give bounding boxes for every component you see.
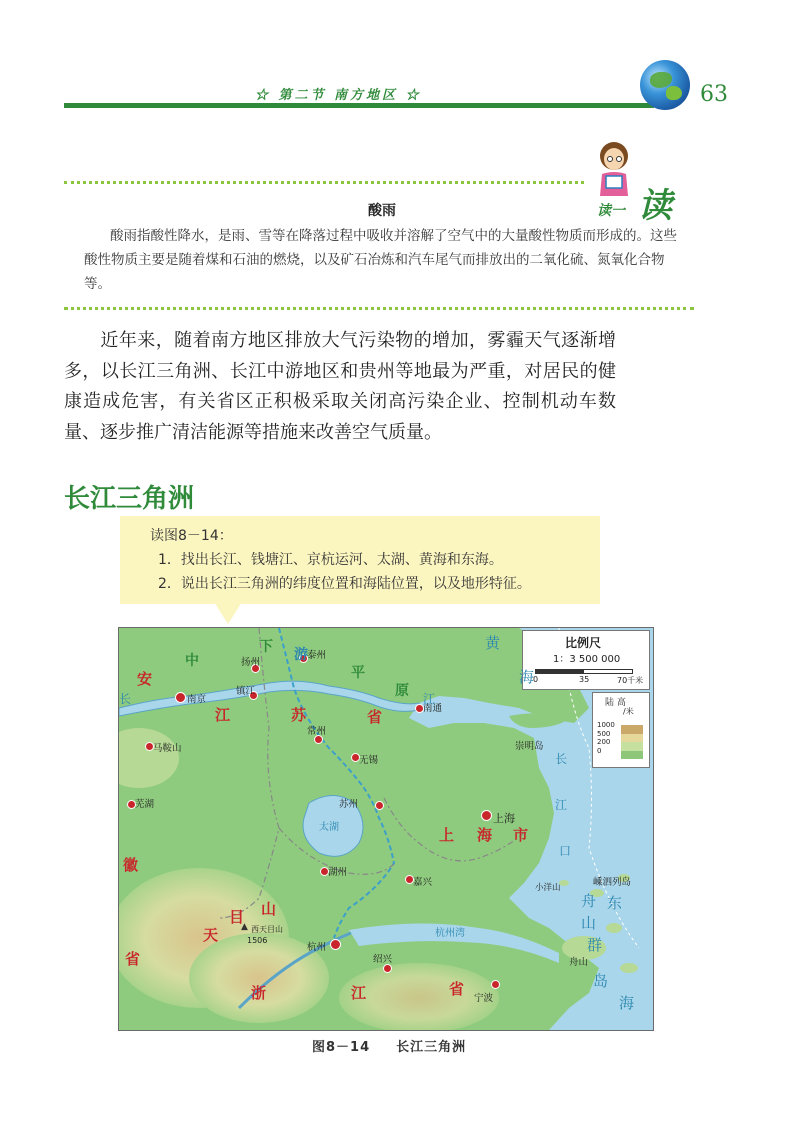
city-dot-shanghai — [481, 810, 492, 821]
label-chang-kou: 长 — [555, 752, 568, 766]
elevation-legend — [592, 692, 650, 768]
label-taizhou: 泰州 — [307, 650, 327, 661]
label-chang-river: 长 — [119, 692, 132, 706]
label-tian: 天 — [203, 926, 219, 944]
legend-value: 0 — [597, 746, 602, 755]
label-tianmu-peak: 西天目山 — [251, 925, 283, 934]
legend-swatches — [621, 725, 643, 759]
label-hai: 海 — [477, 826, 493, 844]
peak-icon: ▲ — [241, 922, 248, 932]
study-note-text — [150, 524, 531, 596]
globe-icon — [640, 60, 690, 110]
reading-badge-small: 读一 — [597, 203, 625, 219]
reading-box-text — [84, 224, 684, 296]
label-ningbo: 宁波 — [474, 993, 494, 1004]
label-sheng-left: 省 — [125, 950, 141, 968]
reading-box-top-border — [64, 181, 584, 184]
label-su: 苏 — [291, 706, 307, 724]
label-jiang-river: 江 — [423, 692, 436, 706]
label-huzhou: 湖州 — [328, 867, 348, 878]
label-shi: 市 — [513, 826, 529, 844]
label-an: 安 — [137, 670, 153, 688]
label-yangzhou: 扬州 — [241, 657, 261, 668]
scale-bar — [535, 669, 633, 674]
label-taihu: 太湖 — [319, 822, 339, 833]
scale-box — [522, 630, 650, 690]
label-wuhu: 芜湖 — [135, 799, 155, 810]
label-changzhou: 常州 — [307, 726, 327, 737]
running-header: ☆ 第二节 南方地区 ☆ — [255, 88, 422, 103]
page-number: 63 — [700, 82, 728, 107]
caption-fig: 图8－14 — [312, 1040, 371, 1055]
body-paragraph-text: 近年来，随着南方地区排放大气污染物的增加，雾霾天气逐渐增多，以长江三角洲、长江中游地区和贵州等地最为严重，对居民的健康造成危害，有关省区正积极采取关闭高污染企业、控制机动车数量、逐步推广清洁能源等措施来改善空气质量。 — [64, 330, 616, 443]
label-xiaoyangshan: 小洋山 — [535, 883, 561, 893]
figure-caption — [312, 1036, 466, 1055]
label-shang: 上 — [439, 826, 455, 844]
label-zhoushan: 舟山 — [569, 957, 589, 968]
header-rule — [64, 103, 654, 108]
city-dot-suzhou — [375, 801, 384, 810]
section-title: 长江三角洲 — [64, 484, 195, 514]
label-hangzhou-bay: 杭州湾 — [435, 928, 465, 939]
label-mu: 目 — [229, 908, 245, 926]
label-jiang-zj: 江 — [351, 984, 367, 1002]
label-jiang: 江 — [215, 706, 231, 724]
reading-box-title: 酸雨 — [368, 203, 396, 219]
label-zhou: 舟 — [581, 892, 597, 910]
caption-title: 长江三角洲 — [396, 1040, 467, 1055]
scale-ratio: 1：3 500 000 — [553, 654, 621, 665]
label-you: 游 — [294, 647, 308, 663]
city-dot-hangzhou — [330, 939, 341, 950]
label-shan-zs: 山 — [581, 914, 597, 932]
scale-tick-35: 35 — [579, 675, 590, 684]
label-shengsi: 嵊泗列岛 — [593, 877, 632, 888]
label-zhenjiang: 镇江 — [236, 686, 256, 697]
reading-box-bottom-border — [64, 307, 694, 310]
city-dot-ningbo — [491, 980, 500, 989]
legend-title: 陆 高 — [605, 698, 626, 708]
label-shanghai: 上海 — [493, 812, 515, 825]
reading-badge-big: 读 — [638, 186, 672, 226]
label-huang: 黄 — [485, 634, 501, 652]
label-shan: 山 — [261, 900, 277, 918]
label-zhe: 浙 — [251, 984, 267, 1002]
label-jiang-kou: 江 — [555, 798, 568, 812]
scale-tick-0: 0 — [533, 675, 539, 684]
reading-box-body: 酸雨指酸性降水，是雨、雪等在降落过程中吸收并溶解了空气中的大量酸性物质而形成的。这些酸性物质主要是随着煤和石油的燃烧，以及矿石冶炼和汽车尾气而排放出的二氧化硫、氮氧化合物等。 — [84, 228, 677, 292]
body-paragraph — [64, 326, 616, 448]
label-suzhou: 苏州 — [339, 799, 359, 810]
note-line-3: 2．说出长江三角洲的纬度位置和海陆位置，以及地形特征。 — [158, 576, 531, 592]
yangtze-delta-map — [118, 627, 654, 1031]
label-sheng-js: 省 — [367, 708, 383, 726]
label-kou: 口 — [559, 844, 572, 858]
reading-girl-icon — [592, 140, 636, 200]
scale-title: 比例尺 — [565, 636, 602, 650]
note-line-1: 读图8－14： — [150, 528, 233, 544]
label-dong: 东 — [607, 894, 623, 912]
label-tianmu-height: 1506 — [247, 936, 268, 945]
label-hai-yellow: 海 — [519, 668, 535, 686]
legend-swatch-200 — [621, 742, 643, 751]
label-hangzhou: 杭州 — [307, 942, 327, 953]
label-qun: 群 — [587, 936, 603, 954]
label-wuxi: 无锡 — [359, 755, 379, 766]
legend-values — [597, 721, 615, 755]
label-zhong: 中 — [185, 653, 199, 669]
label-xia: 下 — [259, 639, 273, 655]
label-shaoxing: 绍兴 — [373, 954, 393, 965]
city-dot-nanjing — [175, 692, 186, 703]
legend-swatch-500 — [621, 734, 643, 743]
study-note-tail — [214, 602, 242, 624]
scale-tick-70: 70千米 — [617, 676, 644, 685]
label-hui: 徽 — [123, 856, 139, 874]
label-ping: 平 — [351, 665, 365, 681]
label-sheng-zj: 省 — [449, 980, 465, 998]
legend-value: 200 — [597, 738, 611, 746]
island-5 — [620, 963, 638, 973]
note-line-2: 1．找出长江、钱塘江、京杭运河、太湖、黄海和东海。 — [158, 552, 503, 568]
label-dao: 岛 — [593, 972, 609, 990]
label-maanshan: 马鞍山 — [153, 743, 182, 754]
legend-value: 1000 — [597, 721, 615, 729]
label-yuan: 原 — [395, 683, 409, 699]
label-nanjing: 南京 — [187, 694, 207, 705]
legend-value: 500 — [597, 729, 611, 738]
label-nantong: 南通 — [423, 703, 443, 714]
city-dot-shaoxing — [383, 964, 392, 973]
label-jiaxing: 嘉兴 — [413, 877, 433, 888]
legend-unit: /米 — [623, 707, 634, 716]
label-hai-east: 海 — [619, 994, 635, 1012]
legend-swatch-1000 — [621, 725, 643, 734]
legend-swatch-0 — [621, 751, 643, 760]
label-chongming: 崇明岛 — [515, 741, 544, 752]
island-1 — [606, 923, 622, 933]
